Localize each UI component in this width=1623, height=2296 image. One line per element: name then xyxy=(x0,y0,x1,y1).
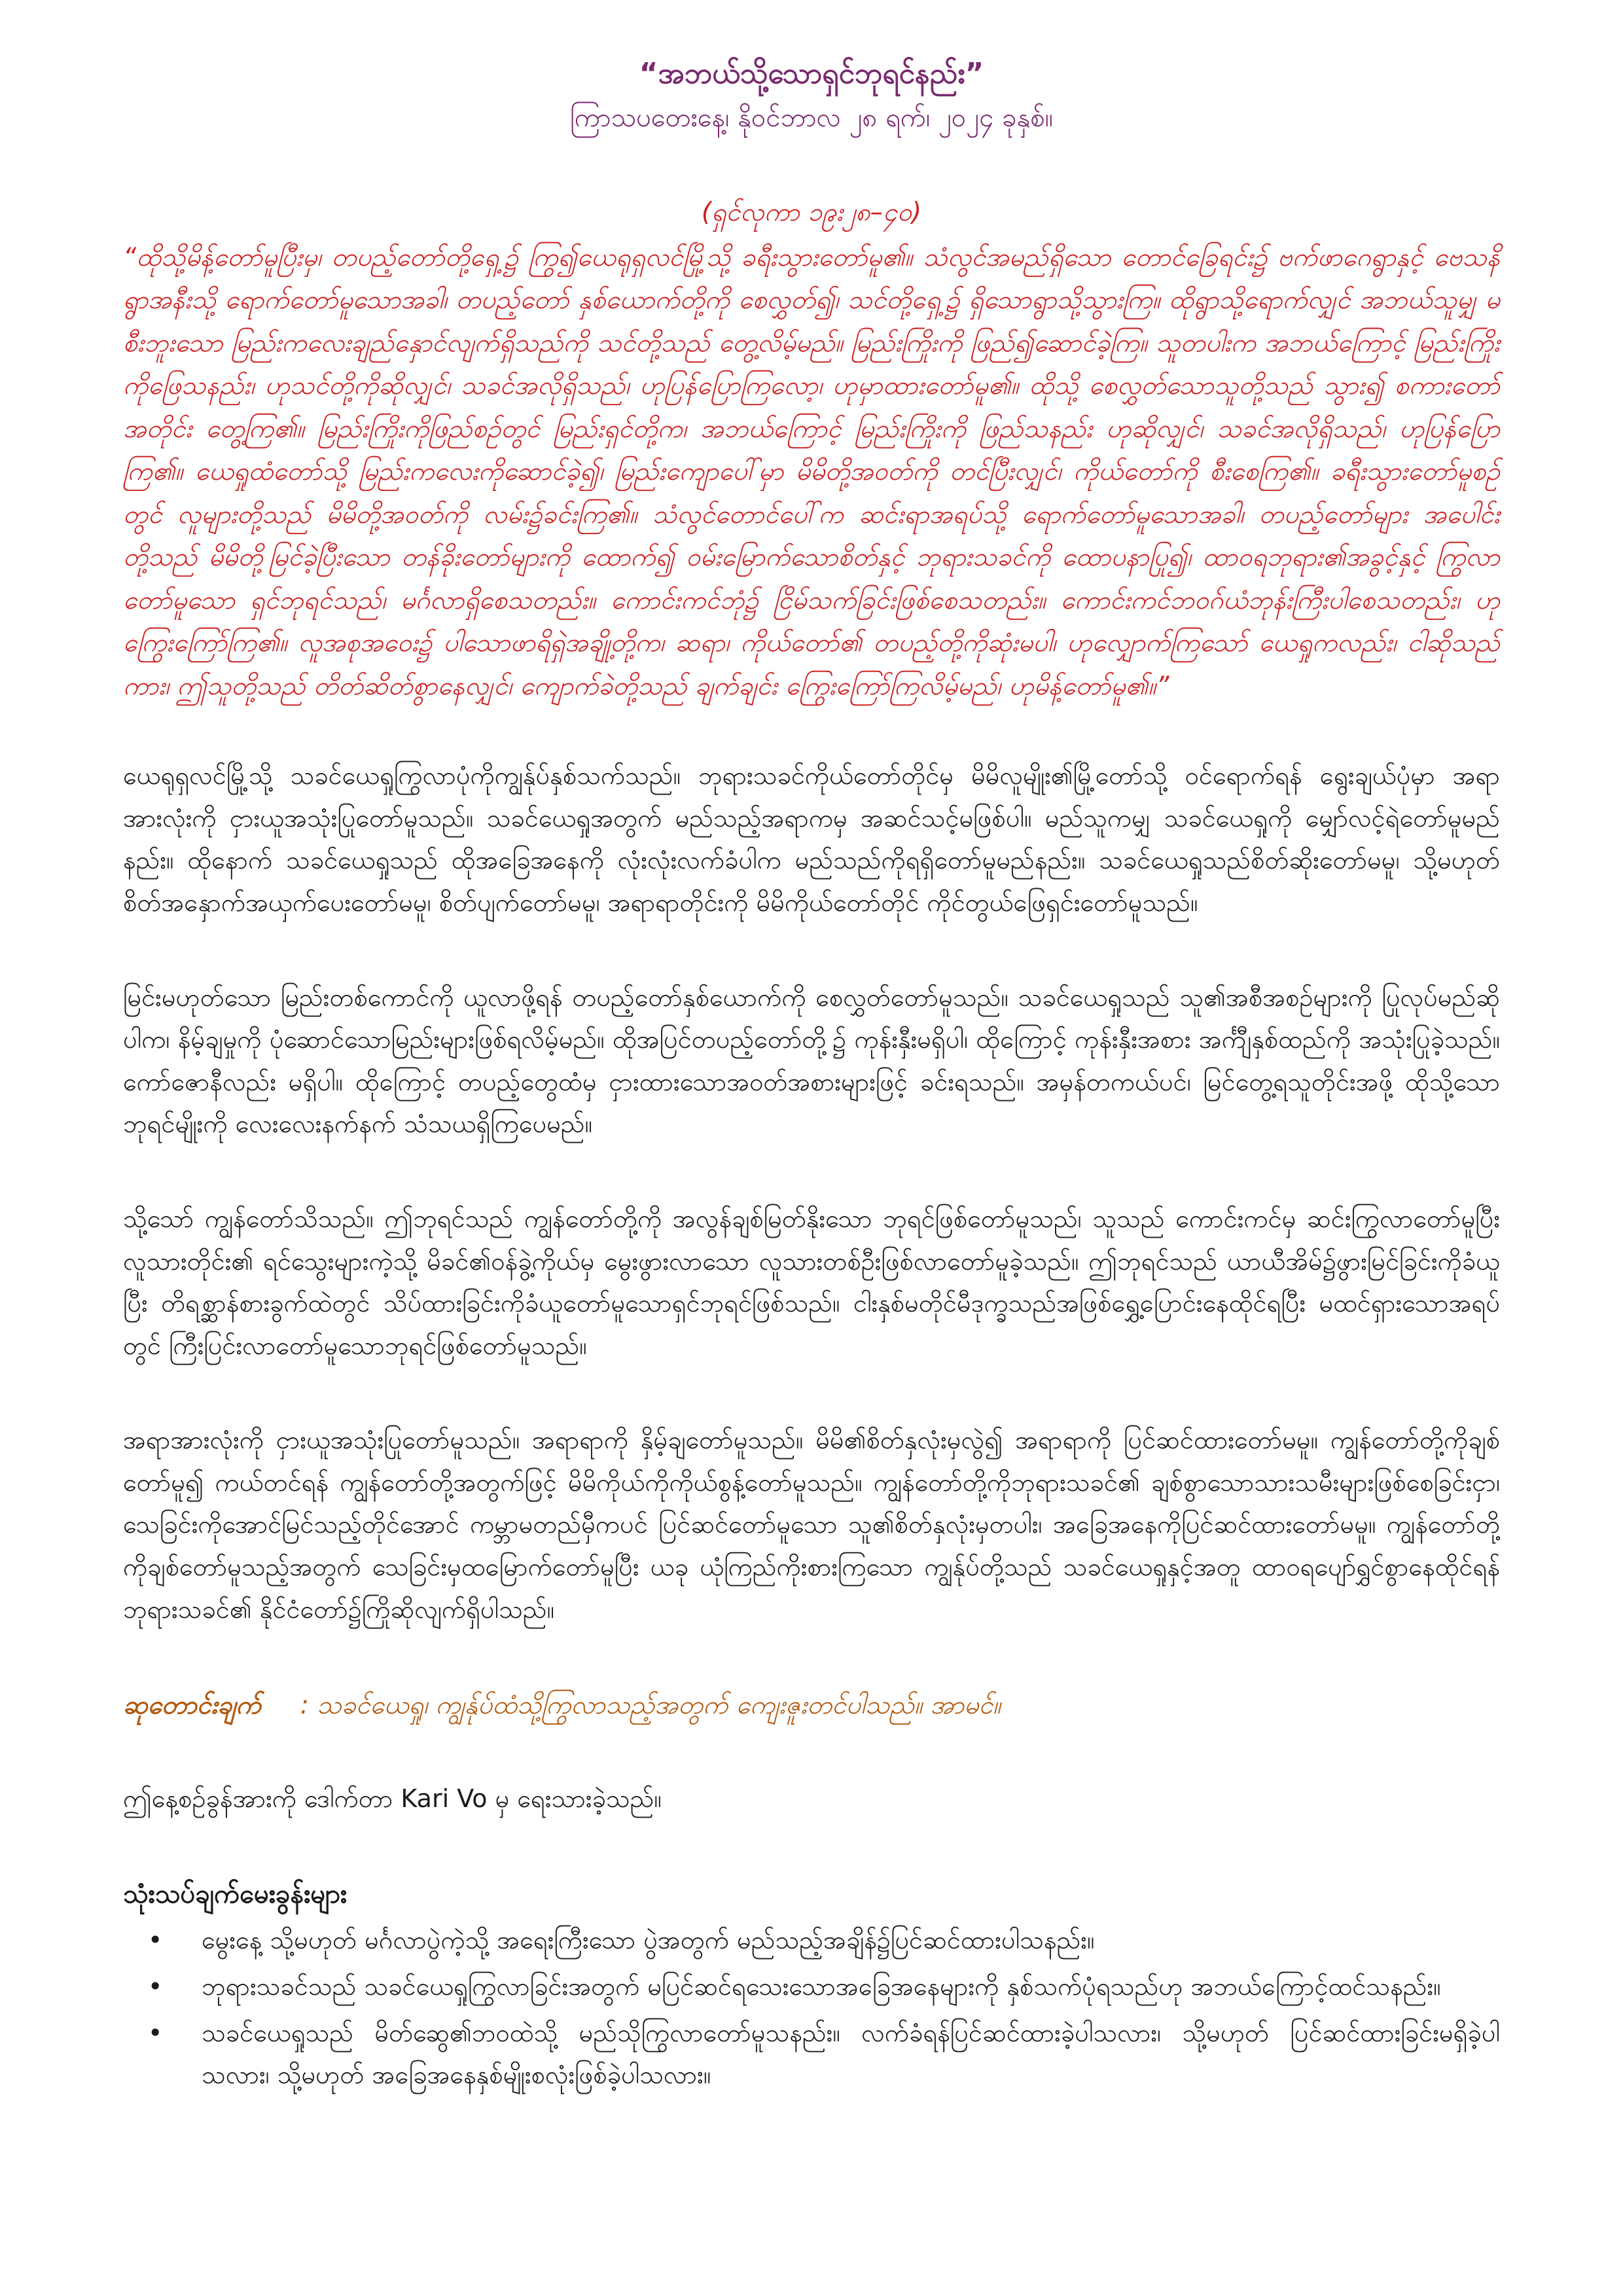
date-line: ကြာသပတေးနေ့၊ နိုဝင်ဘာလ ၂၈ ရက်၊ ၂၀၂၄ ခုနှစ်။ xyxy=(570,103,1053,133)
prayer xyxy=(123,1685,1500,1726)
reflection-list xyxy=(123,1919,1500,2096)
body-paragraph-4: အရာအားလုံးကို ငှားယူအသုံးပြုတော်မူသည်။ အရာရာကို နှိမ့်ချတော်မူသည်။ မိမိ၏စိတ်နှလုံးမှလွဲ၍ အရာရာကို ပြင်ဆင်ထားတော်မမူ။ ကျွန်တော်တို့ကိုချစ်တော်မူ၍ ကယ်တင်ရန် ကျွန်တော်တို့အတွက်ဖြင့် မိမိကိုယ်ကိုကိုယ်စွန့်တော်မူသည်။ ကျွန်တော်တို့ကိုဘုရားသခင်၏ ချစ်စွာသောသားသမီးများဖြစ်စေခြင်းငှာ၊ သေခြင်းကိုအောင်မြင်သည့်တိုင်အောင် ကမ္ဘာမတည်မှီကပင် ပြင်ဆင်တော်မူသော သူ၏စိတ်နှလုံးမှတပါး၊ အခြေအနေကိုပြင်ဆင်ထားတော်မမူ။ ကျွန်တော်တို့ကိုချစ်တော်မူသည့်အတွက် သေခြင်းမှထမြောက်တော်မူပြီး ယခု ယုံကြည်ကိုးစားကြသော ကျွန်ုပ်တို့သည် သခင်ယေရှုနှင့်အတူ ထာဝရပျော်ရွှင်စွာနေထိုင်ရန် ဘုရားသခင်၏ နိုင်ငံတော်၌ကြိုဆိုလျက်ရှိပါသည်။ xyxy=(123,1426,1500,1624)
body-paragraph-2: မြင်းမဟုတ်သော မြည်းတစ်ကောင်ကို ယူလာဖို့ရန် တပည့်တော်နှစ်ယောက်ကို စေလွှတ်တော်မူသည်။ သခင်ယေရှုသည် သူ၏အစီအစဉ်များကို ပြုလုပ်မည်ဆိုပါက၊ နိမ့်ချမှုကို ပုံဆောင်သောမြည်းများဖြစ်ရလိမ့်မည်။ ထိုအပြင်တပည့်တော်တို့၌ ကုန်းနှီးမရှိပါ၊ ထိုကြောင့် ကုန်းနှီးအစား အင်္ကျီနှစ်ထည်ကို အသုံးပြုခဲ့သည်။ ကော်ဇောနီလည်း မရှိပါ။ ထိုကြောင့် တပည့်တွေထံမှ ငှားထားသောအဝတ်အစားများဖြင့် ခင်းရသည်။ အမှန်တကယ်ပင်၊ မြင်တွေ့ရသူတိုင်းအဖို့ ထိုသို့သောဘုရင်မျိုးကို လေးလေးနက်နက် သံသယရှိကြပေမည်။ xyxy=(123,982,1500,1139)
reflection-heading: သုံးသပ်ချက်မေးခွန်းများ xyxy=(123,1879,348,1910)
page-title: “အဘယ်သို့သောရှင်ဘုရင်နည်း” xyxy=(639,57,984,90)
scripture-reference: (ရှင်လုကာ ၁၉း၂၈–၄၀) xyxy=(701,198,922,227)
prayer-label: ဆုတောင်းချက် xyxy=(123,1691,261,1721)
scripture-text: “ထိုသို့မိန့်တော်မူပြီးမှ၊ တပည့်တော်တို့ရှေ့၌ ကြွ၍ယေရုရှလင်မြို့သို့ ခရီးသွားတော်မူ၏။ သံလွင်အမည်ရှိသော တောင်ခြေရင်း၌ ဗက်ဖာဂေရွာနှင့် ဗေသနိရွာအနီးသို့ ရောက်တော်မူသောအခါ၊ တပည့်တော် နှစ်ယောက်တို့ကို စေလွှတ်၍၊ သင်တို့ရှေ့၌ ရှိသောရွာသို့သွားကြ။ ထိုရွာသို့ရောက်လျှင် အဘယ်သူမျှ မစီးဘူးသော မြည်းကလေးချည်နှောင်လျက်ရှိသည်ကို သင်တို့သည် တွေ့လိမ့်မည်။ မြည်းကြိုးကို ဖြည်၍ဆောင်ခဲ့ကြ။ သူတပါးက အဘယ်ကြောင့် မြည်းကြိုးကိုဖြေသနည်း၊ ဟုသင်တို့ကိုဆိုလျှင်၊ သခင်အလိုရှိသည်၊ ဟုပြန်ပြောကြလော့၊ ဟုမှာထားတော်မူ၏။ ထိုသို့ စေလွှတ်သောသူတို့သည် သွား၍ စကားတော်အတိုင်း တွေ့ကြ၏။ မြည်းကြိုးကိုဖြည်စဉ်တွင် မြည်းရှင်တို့က၊ အဘယ်ကြောင့် မြည်းကြိုးကို ဖြည်သနည်း ဟုဆိုလျှင်၊ သခင်အလိုရှိသည်၊ ဟုပြန်ပြောကြ၏။ ယေရှုထံတော်သို့ မြည်းကလေးကိုဆောင်ခဲ့၍၊ မြည်းကျောပေါ်မှာ မိမိတို့အဝတ်ကို တင်ပြီးလျှင်၊ ကိုယ်တော်ကို စီးစေကြ၏။ ခရီးသွားတော်မူစဉ်တွင် လူများတို့သည် မိမိတို့အဝတ်ကို လမ်း၌ခင်းကြ၏။ သံလွင်တောင်ပေါ်က ဆင်းရာအရပ်သို့ ရောက်တော်မူသောအခါ၊ တပည့်တော်များ အပေါင်းတို့သည် မိမိတို့မြင်ခဲ့ပြီးသော တန်ခိုးတော်များကို ထောက်၍ ဝမ်းမြောက်သောစိတ်နှင့် ဘုရားသခင်ကို ထောပနာပြု၍၊ ထာဝရဘုရား၏အခွင့်နှင့် ကြွလာတော်မူသော ရှင်ဘုရင်သည်၊ မင်္ဂလာရှိစေသတည်း။ ကောင်းကင်ဘုံ၌ ငြိမ်သက်ခြင်းဖြစ်စေသတည်း။ ကောင်းကင်ဘဝဂ်ယံဘုန်းကြီးပါစေသတည်း၊ ဟုကြွေးကြော်ကြ၏။ လူအစုအဝေး၌ ပါသောဖာရိရှဲအချို့တို့က၊ ဆရာ၊ ကိုယ်တော်၏ တပည့်တို့ကိုဆုံးမပါ၊ ဟုလျှောက်ကြသော် ယေရှုကလည်း၊ ငါဆိုသည်ကား၊ ဤသူတို့သည် တိတ်ဆိတ်စွာနေလျှင်၊ ကျောက်ခဲတို့သည် ချက်ချင်း ကြွေးကြော်ကြလိမ့်မည်၊ ဟုမိန့်တော်မူ၏။” xyxy=(123,242,1500,701)
reflection-question: • ဘုရားသခင်သည် သခင်ယေရှုကြွလာခြင်းအတွက် မပြင်ဆင်ရသေးသောအခြေအနေများကို နှစ်သက်ပုံရသည်ဟု အဘယ်ကြောင့်ထင်သနည်း။ xyxy=(202,1965,1500,2008)
reflection-question: • သခင်ယေရှုသည် မိတ်ဆွေ၏ဘဝထဲသို့ မည်သိုကြွလာတော်မူသနည်း။ လက်ခံရန်ပြင်ဆင်ထားခဲ့ပါသလား၊ သို့မဟုတ် ပြင်ဆင်ထားခြင်းမရှိခဲ့ပါသလား၊ သို့မဟုတ် အခြေအနေနှစ်မျိုးစလုံးဖြစ်ခဲ့ပါသလား။ xyxy=(202,2012,1500,2096)
body-paragraph-1: ယေရုရှလင်မြို့သို့ သခင်ယေရှုကြွလာပုံကိုကျွန်ုပ်နှစ်သက်သည်။ ဘုရားသခင်ကိုယ်တော်တိုင်မှ မိမိလူမျိုး၏မြို့တော်သို့ ဝင်ရောက်ရန် ရွေးချယ်ပုံမှာ အရာအားလုံးကို ငှားယူအသုံးပြုတော်မူသည်။ သခင်ယေရှုအတွက် မည်သည့်အရာကမှ အဆင်သင့်မဖြစ်ပါ။ မည်သူကမျှ သခင်ယေရှုကို မျှော်လင့်ရဲတော်မူမည်နည်း။ ထိုနောက် သခင်ယေရှုသည် ထိုအခြေအနေကို လုံးလုံးလက်ခံပါက မည်သည်ကိုရရှိတော်မူမည်နည်း။ သခင်ယေရှုသည်စိတ်ဆိုးတော်မမူ၊ သို့မဟုတ် စိတ်အနှောက်အယှက်ပေးတော်မမူ၊ စိတ်ပျက်တော်မမူ၊ အရာရာတိုင်းကို မိမိကိုယ်တော်တိုင် ကိုင်တွယ်ဖြေရှင်းတော်မူသည်။ xyxy=(123,761,1500,917)
body-paragraph-3: သို့သော် ကျွန်တော်သိသည်။ ဤဘုရင်သည် ကျွန်တော်တို့ကို အလွန်ချစ်မြတ်နိုးသော ဘုရင်ဖြစ်တော်မူသည်၊ သူသည် ကောင်းကင်မှ ဆင်းကြွလာတော်မူပြီး လူသားတိုင်း၏ ရင်သွေးများကဲ့သို့ မိခင်၏ဝန်ခွဲ့ကိုယ်မှ မွေးဖွားလာသော လူသားတစ်ဦးဖြစ်လာတော်မူခဲ့သည်။ ဤဘုရင်သည် ယာယီအိမ်၌ဖွားမြင်ခြင်းကိုခံယူပြီး တိရစ္ဆာန်စားခွက်ထဲတွင် သိပ်ထားခြင်းကိုခံယူတော်မူသောရှင်ဘုရင်ဖြစ်သည်။ ငါးနှစ်မတိုင်မီဒုက္ခသည်အဖြစ်ရွှေ့ပြောင်းနေထိုင်ရပြီး မထင်ရှားသောအရပ်တွင် ကြီးပြင်းလာတော်မူသောဘုရင်ဖြစ်တော်မူသည်။ xyxy=(123,1204,1500,1360)
author-line: ဤနေ့စဉ်ခွန်အားကို ဒေါက်တာ Kari Vo မှ ရေးသားခဲ့သည်။ xyxy=(123,1784,662,1813)
devotional-page xyxy=(123,52,1500,2096)
prayer-text: : သခင်ယေရှု၊ ကျွန်ုပ်ထံသို့ကြွလာသည့်အတွက် ကျေးဇူးတင်ပါသည်။ အာမင်။ xyxy=(300,1691,1001,1721)
reflection-question: • မွေးနေ့ သို့မဟုတ် မင်္ဂလာပွဲကဲ့သို့ အရေးကြီးသော ပွဲအတွက် မည်သည့်အချိန်၌ပြင်ဆင်ထားပါသနည်း။ xyxy=(202,1919,1500,1962)
